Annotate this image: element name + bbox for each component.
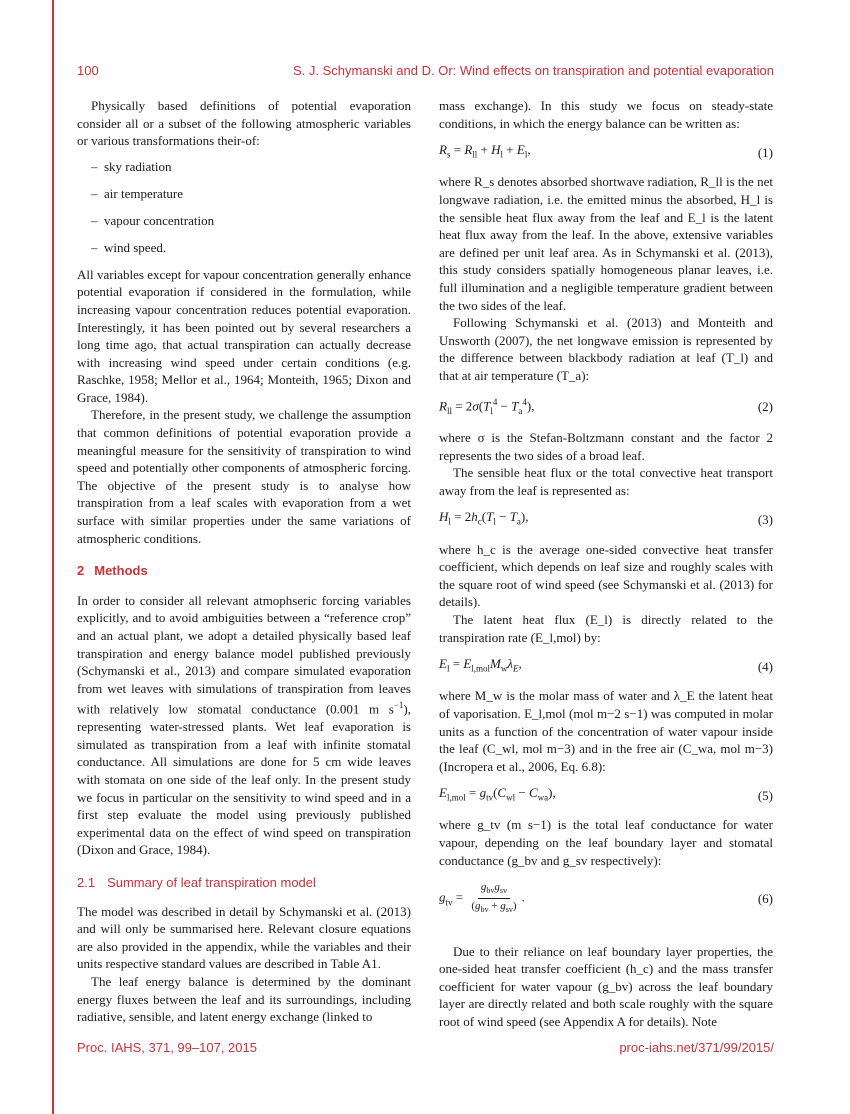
paragraph-variables-effect: All variables except for vapour concentration generally enhance potential evaporation if considered in the formulation, while increasing vapour concentration reduces potential evaporation. Interestingly, it has been pointed out by several researchers a long time ago, that actual transpiration can actually decrease with increasing wind speed under certain conditions (e.g. Raschke, 1958; Mellor et al., 1964; Monteith, 1965; Dixon and Grace, 1984). [77,266,411,405]
running-title: S. J. Schymanski and D. Or: Wind effects on transpiration and potential evaporation [292,63,774,78]
right-column [439,97,773,1031]
paragraph-mass-exchange: mass exchange). In this study we focus on steady-state conditions, in which the energy balance can be written as: [439,98,773,131]
equation-5-expression: $E_{l,mol} = g_{tv}(C_{wl} - C_{wa})$, [439,785,556,803]
equation-3 [439,508,773,531]
paragraph-boundary-layer: Due to their reliance on leaf boundary layer properties, the one-sided heat transfer coefficient (h_c) and the mass transfer coefficient for water vapour (g_bv) across the leaf boundary layer are directly related and both scale roughly with the square root of wind speed (see Appendix A for details). Note [439,943,773,1030]
paragraph-molar-units: where M_w is the molar mass of water and λ_E the latent heat of vaporisation. E_l,mol (mol m−2 s−1) was computed in molar units as a function of the concentration of water vapour inside the leaf (C_wl, mol m−3) and in the free air (C_wa, mol m−3) (Incropera et al., 2006, Eq. 6.8): [439,688,773,774]
paragraph-energy-terms: where R_s denotes absorbed shortwave radiation, R_ll is the net longwave radiation, i.e. the emitted minus the absorbed, H_l is the sensible heat flux away from the leaf and E_l is the latent heat flux away from the leaf. In the above, extensive variables are defined per unit leaf area. As in Schymanski et al. (2013), this study considers spatially homogeneous planar leaves, i.e. full illumination and a negligible temperature gradient between the two sides of the leaf. [439,174,773,313]
paragraph-sensible-heat: The sensible heat flux or the total convective heat transport away from the leaf is represented as: [439,465,773,498]
equation-4-number: (4) [757,658,773,674]
footer-url[interactable]: proc-iahs.net/371/99/2015/ [619,1040,774,1055]
equation-6 [439,881,773,916]
equation-1-number: (1) [757,144,773,160]
equation-1 [439,141,773,164]
equation-3-number: (3) [757,512,773,528]
equation-4-expression: $E_l = E_{l,mol}M_w\lambda_E$, [439,656,522,674]
subsection-number: 2.1 [77,875,96,891]
equation-6-fraction: $\frac{g_{bv}g_{sv}}{(g_{bv} + g_{sv})}$ [471,881,517,915]
list-item: – air temperature [91,185,411,203]
list-item: – wind speed. [91,239,411,257]
paragraph-total-conductance: where g_tv (m s−1) is the total leaf conductance for water vapour, depending on the leaf boundary layer and stomatal conductance (g_bv and g_sv respectively): [439,817,773,868]
subsection-title: Summary of leaf transpiration model [107,875,316,891]
equation-3-expression: $H_l = 2h_c(T_l - T_a)$, [439,509,529,527]
equation-2 [439,394,773,421]
paragraph-stefan-boltzmann: where σ is the Stefan-Boltzmann constant and the factor 2 represents the two sides of a broad leaf. [439,430,773,463]
footer-citation: Proc. IAHS, 371, 99–107, 2015 [77,1040,257,1055]
paragraph-methods: In order to consider all relevant atmophseric forcing variables explicitly, and to avoid ambiguities between a “reference crop” and an actual plant, we adopt a detailed physically based leaf transpiration and energy balance model published previously (Schymanski et al., 2013) and compare simulated evaporation from wet leaves with simulations of transpiration from leaves with relatively low stomatal conductance (0.001 m $s^{-1}$), representing water-stressed plants. Wet leaf evaporation is simulated as transpiration from a leaf with infinite stomatal conductance. All simulations are done for 5 cm wide leaves with stomata on one side of the leaf only. In the present study we focus in particular on the sensitivity to wind speed and in a first step evaluate the model using previously published experimental data on the effect of wind speed on transpiration (Dixon and Grace, 1984). [77,592,411,858]
equation-6-expression: $g_{tv}$ = $\frac{g_{bv}g_{sv}}{(g_{bv} + g_{sv})}$ . [439,881,525,915]
equation-5 [439,784,773,807]
paragraph-intro: Physically based definitions of potential evaporation consider all or a subset of the following atmospheric variables or various transformations their-of: [77,98,411,149]
paragraph-latent-heat: The latent heat flux (E_l) is directly related to the transpiration rate (E_l,mol) by: [439,611,773,645]
left-column [77,97,411,1026]
equation-2-expression: $R_{ll} = 2\sigma(T_l^4 - T_a^4)$, [439,396,535,416]
list-item: – vapour concentration [91,212,411,230]
equation-5-number: (5) [757,788,773,804]
paragraph-longwave: Following Schymanski et al. (2013) and Monteith and Unsworth (2007), the net longwave emission is represented by the difference between blackbody radiation at leaf (T_l) and that at air temperature (T_a): [439,315,773,383]
paragraph-objective: Therefore, in the present study, we challenge the assumption that common definitions of potential evaporation provide a meaningful measure for the sensitivity of transpiration to wind speed and potentially other components of atmospheric forcing. The objective of the present study is to analyse how transpiration from a leaf scales with evaporation from a wet surface with similar properties under the same variations of atmospheric conditions. [77,407,411,546]
equation-2-number: (2) [757,398,773,414]
list-item: – sky radiation [91,158,411,176]
page-number: 100 [77,63,99,78]
section-title: Methods [94,563,148,579]
equation-4 [439,655,773,678]
margin-rule [52,0,54,1114]
paragraph-convective-coefficient: where h_c is the average one-sided convective heat transfer coefficient, which depends on leaf size and roughly scales with the square root of wind speed (see Schymanski et al. (2013) for details). [439,541,773,610]
equation-1-expression: $R_s = R_{ll} + H_l + E_l$, [439,142,531,160]
subsection-heading [77,874,411,892]
paragraph-model-summary: The model was described in detail by Schymanski et al. (2013) and will only be summarised here. Relevant closure equations are also provided in the appendix, while the variables and their units respective standard values are described in Table A1. [77,903,411,972]
equation-6-number: (6) [757,891,773,907]
section-number: 2 [77,563,85,579]
section-heading-methods [77,562,411,580]
paragraph-energy-balance: The leaf energy balance is determined by the dominant energy fluxes between the leaf and its surroundings, including radiative, sensible, and latent energy exchange (linked to [77,974,411,1025]
variable-list [77,158,411,257]
